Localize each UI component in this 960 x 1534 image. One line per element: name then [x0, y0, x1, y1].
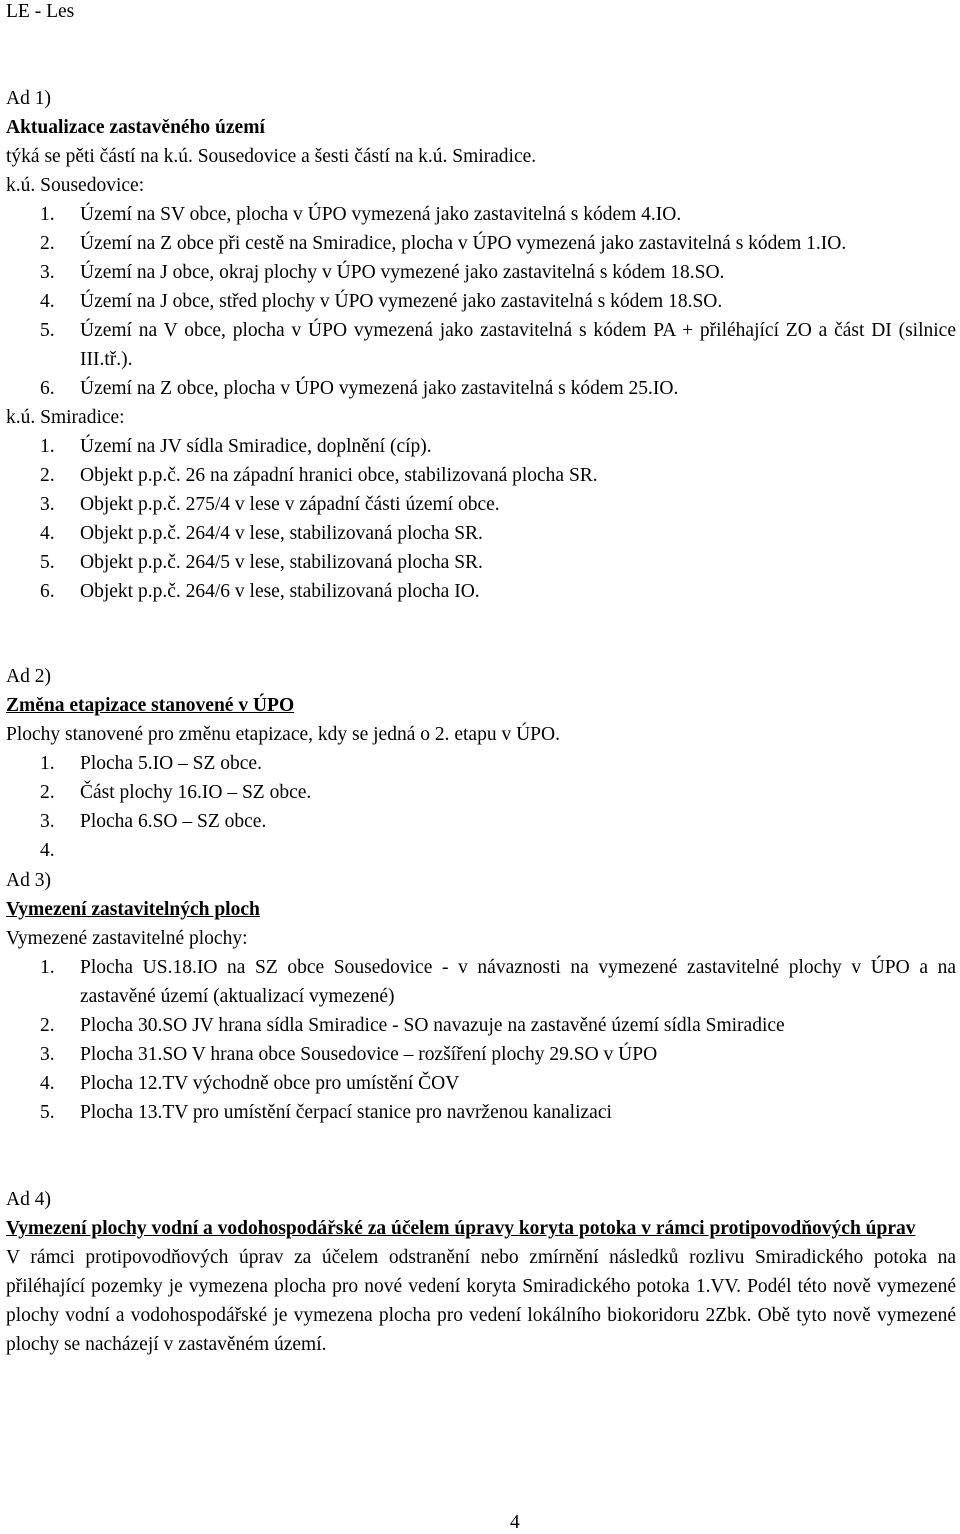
subsection-title: k.ú. Smiradice:	[6, 407, 125, 428]
list-item: 2. Území na Z obce při cestě na Smiradice, plocha v ÚPO vymezená jako zastavitelná s kódem 1.IO.	[40, 233, 847, 254]
list-item: 3. Objekt p.p.č. 275/4 v lese v západní části území obce.	[40, 494, 500, 515]
list-item: 5. Plocha 13.TV pro umístění čerpací stanice pro navrženou kanalizaci	[40, 1102, 612, 1123]
list-item: 2. Objekt p.p.č. 26 na západní hranici obce, stabilizovaná plocha SR.	[40, 465, 598, 486]
section-label: Ad 2)	[6, 666, 51, 687]
section-label: Ad 1)	[6, 88, 51, 109]
section-title: Vymezení zastavitelných ploch	[6, 899, 260, 920]
list-item: 2. Část plochy 16.IO – SZ obce.	[40, 782, 312, 803]
list-item: 1. Plocha 5.IO – SZ obce.	[40, 753, 262, 774]
section-title: Vymezení plochy vodní a vodohospodářské za účelem úpravy koryta potoka v rámci protipovodňových úprav	[6, 1218, 916, 1239]
section-label: Ad 3)	[6, 870, 51, 891]
list-item: 6. Území na Z obce, plocha v ÚPO vymezená jako zastavitelná s kódem 25.IO.	[40, 378, 679, 399]
section-title: Aktualizace zastavěného území	[6, 117, 265, 138]
list-item: 4. Území na J obce, střed plochy v ÚPO vymezené jako zastavitelná s kódem 18.SO.	[40, 291, 723, 312]
section-ad2	[6, 662, 956, 861]
list-item: 5. Území na V obce, plocha v ÚPO vymezená jako zastavitelná s kódem PA + přiléhající ZO a část DI (silnice III.tř.).	[40, 320, 956, 370]
section-paragraph: V rámci protipovodňových úprav za účelem odstranění nebo zmírnění následků rozlivu Smiradického potoka na přiléhající pozemky je vymezena plocha pro nové vedení koryta Smiradického potoka 1.VV. Podél této nově vymezené plochy vodní a vodohospodářské je vymezena plocha pro vedení lokálního biokoridoru 2Zbk. Obě tyto nově vymezené plochy se nacházejí v zastavěném území.	[6, 1247, 956, 1355]
page-header: LE - Les	[6, 1, 75, 22]
list-sousedovice	[6, 200, 956, 403]
list-item: 1. Plocha US.18.IO na SZ obce Sousedovice - v návaznosti na vymezené zastavitelné plochy v ÚPO a na zastavěné území (aktualizací vymezené)	[40, 957, 956, 1007]
list-item: 4. Plocha 12.TV východně obce pro umístění ČOV	[40, 1073, 460, 1094]
list-item: 3. Plocha 6.SO – SZ obce.	[40, 811, 267, 832]
list-item: 2. Plocha 30.SO JV hrana sídla Smiradice - SO navazuje na zastavěné území sídla Smiradice	[40, 1015, 785, 1036]
list-zastavitelne-plochy	[6, 953, 956, 1127]
section-title: Změna etapizace stanovené v ÚPO	[6, 695, 295, 716]
page-number: 4	[510, 1512, 520, 1533]
section-ad3	[6, 866, 956, 1127]
section-intro: týká se pěti částí na k.ú. Sousedovice a šesti částí na k.ú. Smiradice.	[6, 146, 537, 167]
section-ad4	[6, 1185, 956, 1359]
list-item: 1. Území na SV obce, plocha v ÚPO vymezená jako zastavitelná s kódem 4.IO.	[40, 204, 682, 225]
list-item: 3. Plocha 31.SO V hrana obce Sousedovice – rozšíření plochy 29.SO v ÚPO	[40, 1044, 658, 1065]
subsection-title: k.ú. Sousedovice:	[6, 175, 145, 196]
list-etapizace: 1. Plocha 5.IO – SZ obce. 2. Část plochy 16.IO – SZ obce. 3. Plocha 6.SO – SZ obce. 4.	[6, 749, 956, 836]
list-smiradice	[6, 432, 956, 606]
section-intro: Plochy stanovené pro změnu etapizace, kdy se jedná o 2. etapu v ÚPO.	[6, 724, 560, 745]
section-intro: Vymezené zastavitelné plochy:	[6, 928, 248, 949]
list-item: 1. Území na JV sídla Smiradice, doplnění (cíp).	[40, 436, 432, 457]
list-item: 6. Objekt p.p.č. 264/6 v lese, stabilizovaná plocha IO.	[40, 581, 480, 602]
section-label: Ad 4)	[6, 1189, 51, 1210]
list-item: 5. Objekt p.p.č. 264/5 v lese, stabilizovaná plocha SR.	[40, 552, 483, 573]
list-item: 3. Území na J obce, okraj plochy v ÚPO vymezené jako zastavitelná s kódem 18.SO.	[40, 262, 725, 283]
list-item: 4. Objekt p.p.č. 264/4 v lese, stabilizovaná plocha SR.	[40, 523, 483, 544]
section-ad1	[6, 84, 956, 606]
